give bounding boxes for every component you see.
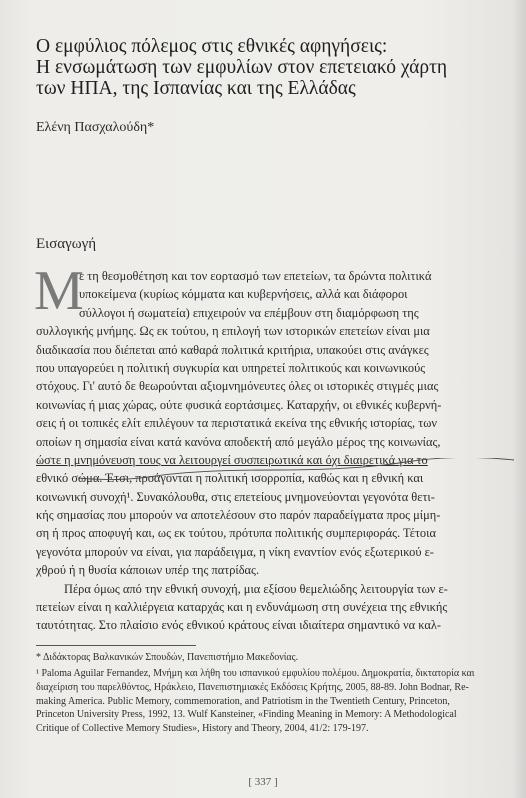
section-heading: Εισαγωγή [36,236,97,252]
footnote-star: * Διδάκτορας Βαλκανικών Σπουδών, Πανεπιστήμιο Μακεδονίας. [36,652,299,663]
body-line: σύλλογοι ή σωματεία) επιχειρούν να επέμβουν στη διαμόρφωση της [79,305,419,320]
body-line: κοινωνίας ή μιας χώρας, ούτε φυσικά εορτάσιμες. Καταρχήν, οι εθνικές κυβερνή- [36,397,442,412]
body-line: συλλογικής μνήμης. Ως εκ τούτου, η επιλογή των ιστορικών επετείων είναι μια [36,324,430,339]
author-name: Ελένη Πασχαλούδη* [36,120,155,135]
body-line: ση ή προς αποφυγή και, ως εκ τούτου, πρότυπα πολιτικής συμπεριφοράς. Τέτοια [36,526,436,541]
body-line: κής σημασίας που μπορούν να αποτελέσουν στο παρόν παραδείγματα προς μίμη- [36,508,441,523]
body-line: χθρού ή η θυσία κάποιων υπέρ της πατρίδας. [36,563,260,578]
drop-cap: Μ [34,260,84,322]
body-text [36,267,514,635]
body-line: υποκείμενα (κυρίως κόμματα και κυβερνήσεις, αλλά και διάφοροι [79,287,408,302]
body-line: ταυτότητας. Στο πλαίσιο ενός εθνικού κράτους είναι ιδιαίτερα σημαντικό να καλ- [36,618,441,633]
footnote-1 [36,667,516,736]
body-line: πετείων είναι η καλλιέργεια καταρχάς και η ενδυνάμωση στη συνέχεια της εθνικής [36,600,448,615]
footnote-rule [36,645,196,646]
article-title [36,36,506,99]
body-line: διαδικασία που διέπεται από καθαρά πολιτικά κριτήρια, υπακούει στις ανάγκες [36,342,429,357]
footnote-line: ¹ Paloma Aguilar Fernandez, Μνήμη και λήθη του ισπανικού εμφυλίου πολέμου. Δημοκρατία, δικτατορία και [36,668,475,679]
body-line-underlined: ώστε η μνημόνευση τους να λειτουργεί συσπειρωτικά και όχι διαιρετικά για το [36,452,428,467]
footnote-line: Critique of Collective Memory Studies», History and Theory, 2004, 41/2: 179-197. [36,723,369,735]
bleed-through-text [160,10,380,18]
title-line: των ΗΠΑ, της Ισπανίας και της Ελλάδας [36,78,356,99]
title-line: Ο εμφύλιος πόλεμος στις εθνικές αφηγήσεις: [36,36,388,57]
body-line: εθνικό σώμα. Έτσι, προάγονται η πολιτική ισορροπία, καθώς και η εθνική και [36,471,424,486]
body-line: στόχους. Γι' αυτό δε θεωρούνται αξιομνημόνευτες όλες οι ιστορικές στιγμές μιας [36,379,439,394]
body-line: οποίων η σημασία είναι κατά κανόνα αποδεκτή από μεγάλο μέρος της κοινωνίας, [36,434,441,449]
title-line: Η ενσωμάτωση των εμφυλίων στον επετειακό χάρτη [36,57,448,78]
body-line: σεις ή οι τοπικές ελίτ επιλέγουν τα περιστατικά εκείνα της εθνικής ιστορίας, των [36,416,437,431]
footnote-line: making America. Public Memory, commemoration, and Patriotism in the Twentieth Century, Princeton, [36,695,450,707]
body-line: γεγονότα μπορούν να είναι, για παράδειγμα, η νίκη εναντίον ενός εξωτερικού ε- [36,544,434,559]
footnote-line: Princeton University Press, 1992, 13. Wulf Kansteiner, «Finding Meaning in Memory: A Methodological [36,709,457,721]
page-number: [ 337 ] [248,776,278,788]
body-line: Πέρα όμως από την εθνική συνοχή, μια εξίσου θεμελιώδης λειτουργία των ε- [64,581,448,596]
body-line: που υπαγορεύει η πολιτική συγκυρία και υπηρετεί πολιτικούς και κοινωνικούς [36,360,426,375]
body-line: κοινωνική συνοχή¹. Συνακόλουθα, στις επετείους μνημονεύονται γεγονότα θετι- [36,489,435,504]
footnote-line: διαχείριση του παρελθόντος, Ηράκλειο, Πανεπιστημιακές Εκδόσεις Κρήτης, 2005, 88-89. John Bodnar, Re- [36,681,469,693]
body-line: ε τη θεσμοθέτηση και τον εορτασμό των επετείων, τα δρώντα πολιτικά [79,269,432,283]
